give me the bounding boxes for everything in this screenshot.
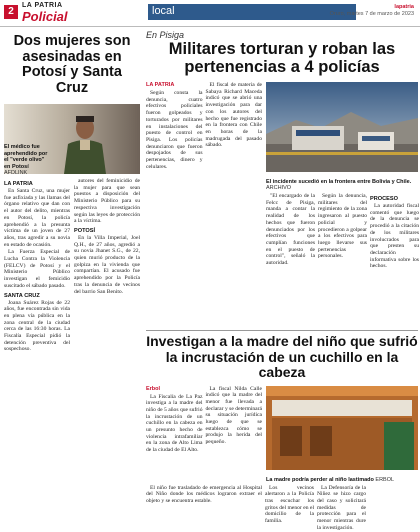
bottom-paragraph: Los vecinos alertaron a la Policía tras escuchar los gritos del menor en el domicilio de la familia. <box>265 485 314 525</box>
main-kicker: En Pisiga <box>146 30 418 40</box>
main-text-col-3 <box>266 193 315 271</box>
main-text-col-1 <box>146 82 203 271</box>
main-text-col-2 <box>206 82 263 271</box>
caption-text: El incidente sucedió en la frontera entre Bolivia y Chile. <box>266 179 411 185</box>
left-text-col-1 <box>4 178 70 354</box>
main-under-photo <box>266 193 418 271</box>
left-paragraph: autores del feminicidio de la mujer para que sean puestos a disposición del Ministerio Público para su respectiva investigación según las leyes de protección a la víctima. <box>74 178 140 225</box>
brand-top: LA PATRIA <box>22 2 63 9</box>
masthead <box>0 0 420 28</box>
bottom-text-col-2 <box>206 386 263 483</box>
divider <box>146 330 418 331</box>
left-subhead-potosi: POTOSÍ <box>74 228 140 234</box>
site-name[interactable]: lapatria <box>330 4 414 11</box>
caption-credit: ERBOL <box>375 477 394 483</box>
left-paragraph: En la Villa Imperial, Joel Q.H., de 27 años, agredió a su novia Jhanet S.G., de 22, quien murió producto de la golpiza en la vivienda que compartían. El acusado fue aprehendido por la Policía tras la denuncia de vecinos del barrio San Benito. <box>74 235 140 295</box>
caption-text: El médico fue aprehendido por el "verde olivo" en Potosí <box>4 144 47 170</box>
bottom-paragraph: La Fiscalía de La Paz investiga a la madre del niño de 5 años que sufrió la incrustación de un cuchillo en la cabeza en un presunto hecho de violencia intrafamiliar en la zona de Alto Lima de la ciudad de El Alto. <box>146 394 203 454</box>
main-headline[interactable]: Militares torturan y roban las pertenencias a 4 policías <box>146 41 418 76</box>
caption-credit: ARCHIVO <box>266 185 291 191</box>
bottom-row <box>146 386 418 483</box>
main-paragraph: Según consta la denuncia, cuatro efectivos policiales fueron golpeados y torturados por militares en instalaciones del puesto de control en Pisiga. Los policías denunciaron que fueron despojados de sus pertenencias, dinero y celulares. <box>146 90 203 170</box>
main-paragraph: "El encargado de la Felcc de Pisiga, manda a contar la realidad de los hechos que fueron denunciados por los efectivos que cumplían funciones en el puesto de control", señaló la autoridad. <box>266 193 315 267</box>
man-figure-icon <box>56 110 114 174</box>
bottom-text <box>146 386 262 483</box>
main-text-col-4 <box>318 193 367 271</box>
bottom-paragraph: La Defensoría de la Niñez se hizo cargo del caso y solicitará medidas de protección para el menor mientras dure la investigación. <box>317 485 366 532</box>
left-photo <box>4 104 140 174</box>
main-photo-caption <box>266 179 418 191</box>
bottom-paragraph: El niño fue trasladado de emergencia al Hospital del Niño donde los médicos lograron extraer el objeto y se encuentra estable. <box>146 485 262 505</box>
bottom-text-col-5 <box>317 485 366 532</box>
left-article <box>4 30 140 525</box>
left-text-col-2 <box>74 178 140 354</box>
bottom-under-photo <box>146 485 418 532</box>
left-paragraph: En Santa Cruz, una mujer fue asfixiada y las llamas del órgano relativo que dan con el autor del delito, mientras en Potosí, la policía aprehendió a la presunta víctima de un joven de 27 años, tras agredir a su novia en estado de ocasión. <box>4 188 70 248</box>
main-row <box>146 82 418 271</box>
bottom-paragraph: La fiscal Nilda Calle indicó que la madre del menor fue llevada a declarar y se determinará su situación jurídica luego de que se establezca cómo se produjo la herida del pequeño. <box>206 386 263 446</box>
bottom-photo <box>266 386 418 470</box>
main-paragraph: Según la denuncia, militares del regimiento de la zona ingresaron al puesto policial y procedieron a golpear a los efectivos para luego llevarse sus pertenencias personales. <box>318 193 367 260</box>
bottom-text-col-3 <box>146 485 262 532</box>
main-byline: LA PATRIA <box>146 82 203 88</box>
bottom-text-col-1 <box>146 386 203 483</box>
brand-logo[interactable]: Policial <box>22 9 68 24</box>
bottom-photo-caption <box>266 477 418 483</box>
masthead-date <box>330 4 414 18</box>
divider <box>0 26 420 27</box>
left-photo-caption <box>4 144 50 177</box>
left-body <box>4 178 140 354</box>
main-article <box>146 30 418 271</box>
page-number: 2 <box>4 5 18 19</box>
bottom-byline: Erbol <box>146 386 203 392</box>
left-subhead-santa-cruz: SANTA CRUZ <box>4 293 70 299</box>
left-paragraph: La Fuerza Especial de Lucha Contra la Violencia (FELCV) de Potosí y el Ministerio Público investigan el femicidio suscitado el sábado pasado. <box>4 249 70 289</box>
caption-credit: AFDLINK <box>4 170 27 176</box>
section-label[interactable]: local <box>152 5 175 17</box>
main-subhead-proceso: PROCESO <box>370 196 419 202</box>
caption-text: La madre podría perder al niño lastimado <box>266 477 374 483</box>
bottom-headline[interactable]: Investigan a la madre del niño que sufrió la incrustación de un cuchillo en la cabeza <box>146 334 418 381</box>
main-text <box>146 82 262 271</box>
left-paragraph: Joana Suárez Rojas de 22 años, fue encontrada sin vida en plena vía pública en la zona central de la ciudad cerca de las 16:30 horas. La Fiscalía Especial pidió la detención preventiva del sospechoso. <box>4 300 70 354</box>
date-line: Oruro, martes 7 de marzo de 2023 <box>330 11 414 18</box>
main-paragraph: El fiscal de materia de Sabaya Richard Maceda indicó que se abrió una investigación para dar con los autores del hecho que fue registrado en la frontera con Chile en horas de la madrugada del pasado sábado. <box>206 82 263 149</box>
main-photo <box>266 82 418 172</box>
main-photo-wrap <box>266 82 418 271</box>
main-text-col-5 <box>370 193 419 271</box>
bottom-article <box>146 330 418 532</box>
left-headline[interactable]: Dos mujeres son asesinadas en Potosí y Santa Cruz <box>4 34 140 96</box>
left-byline: LA PATRIA <box>4 181 70 187</box>
bottom-text-col-4 <box>265 485 314 532</box>
section-tab <box>148 4 356 20</box>
main-paragraph: La autoridad fiscal comentó que luego de la denuncia se procedió a la citación de los militares involucrados para que presten su declaración informativa sobre los hechos. <box>370 203 419 270</box>
bottom-photo-wrap <box>266 386 418 483</box>
